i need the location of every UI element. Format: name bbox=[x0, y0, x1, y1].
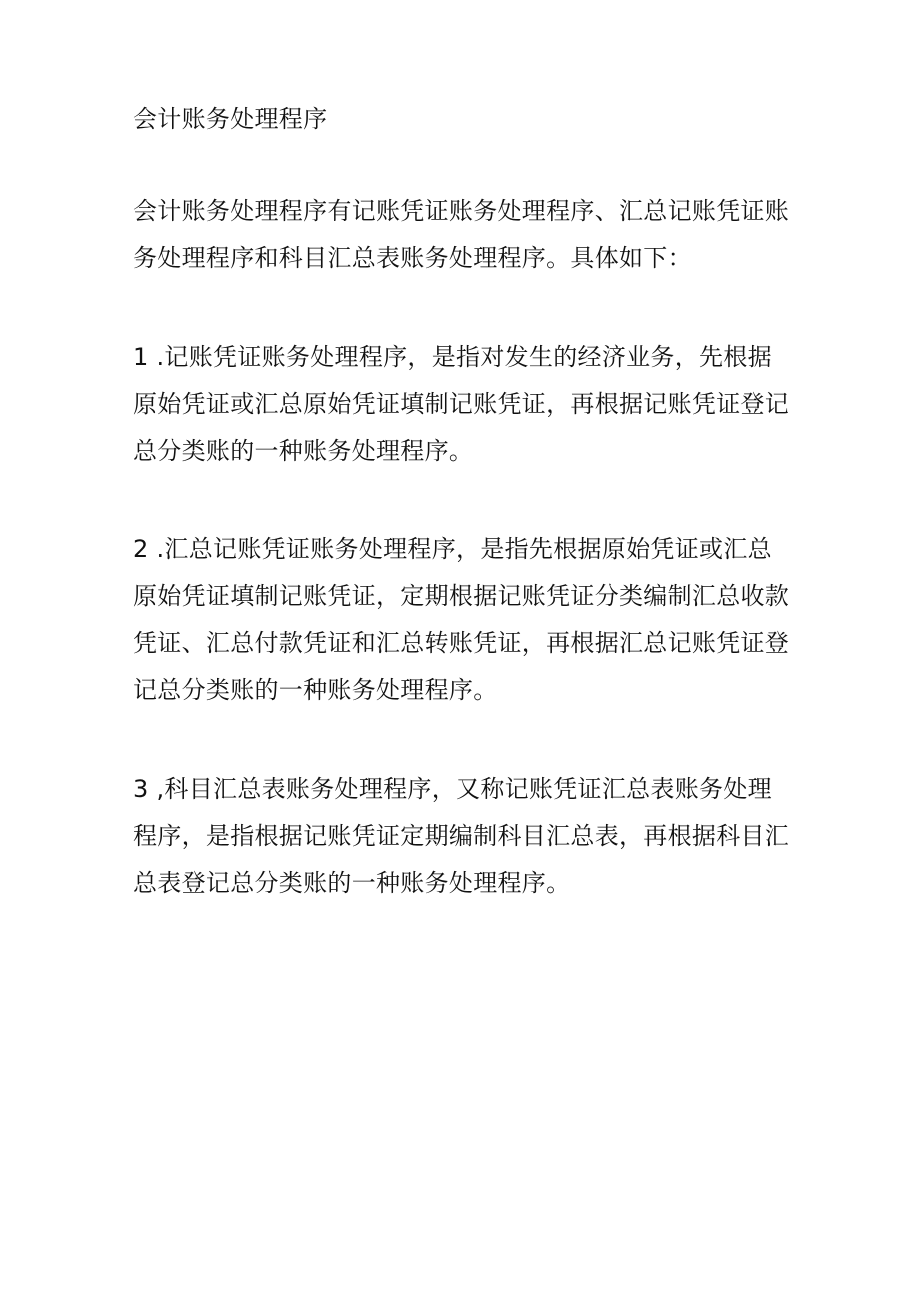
list-item-line: 3 ,科目汇总表账务处理程序，又称记账凭证汇总表账务处理 bbox=[133, 775, 772, 803]
list-item-line: 原始凭证或汇总原始凭证填制记账凭证，再根据记账凭证登记 bbox=[133, 390, 790, 418]
list-item-line: 1 .记账凭证账务处理程序，是指对发生的经济业务，先根据 bbox=[133, 343, 772, 371]
list-item-line: 凭证、汇总付款凭证和汇总转账凭证，再根据汇总记账凭证登 bbox=[133, 629, 790, 657]
list-item-1 bbox=[133, 334, 805, 475]
list-item-line: 2 .汇总记账凭证账务处理程序，是指先根据原始凭证或汇总 bbox=[133, 535, 772, 563]
list-item-line: 总表登记总分类账的一种账务处理程序。 bbox=[133, 869, 571, 897]
intro-line: 务处理程序和科目汇总表账务处理程序。具体如下： bbox=[133, 244, 692, 272]
list-item-line: 记总分类账的一种账务处理程序。 bbox=[133, 676, 498, 704]
title-text: 会计账务处理程序 bbox=[133, 105, 328, 133]
list-item-2 bbox=[133, 526, 805, 714]
list-item-line: 总分类账的一种账务处理程序。 bbox=[133, 437, 474, 465]
list-item-line: 原始凭证填制记账凭证，定期根据记账凭证分类编制汇总收款 bbox=[133, 582, 790, 610]
intro-paragraph bbox=[133, 188, 805, 282]
intro-line: 会计账务处理程序有记账凭证账务处理程序、汇总记账凭证账 bbox=[133, 197, 790, 225]
list-item-line: 程序，是指根据记账凭证定期编制科目汇总表，再根据科目汇 bbox=[133, 822, 790, 850]
document-title bbox=[133, 96, 805, 143]
list-item-3 bbox=[133, 766, 805, 907]
